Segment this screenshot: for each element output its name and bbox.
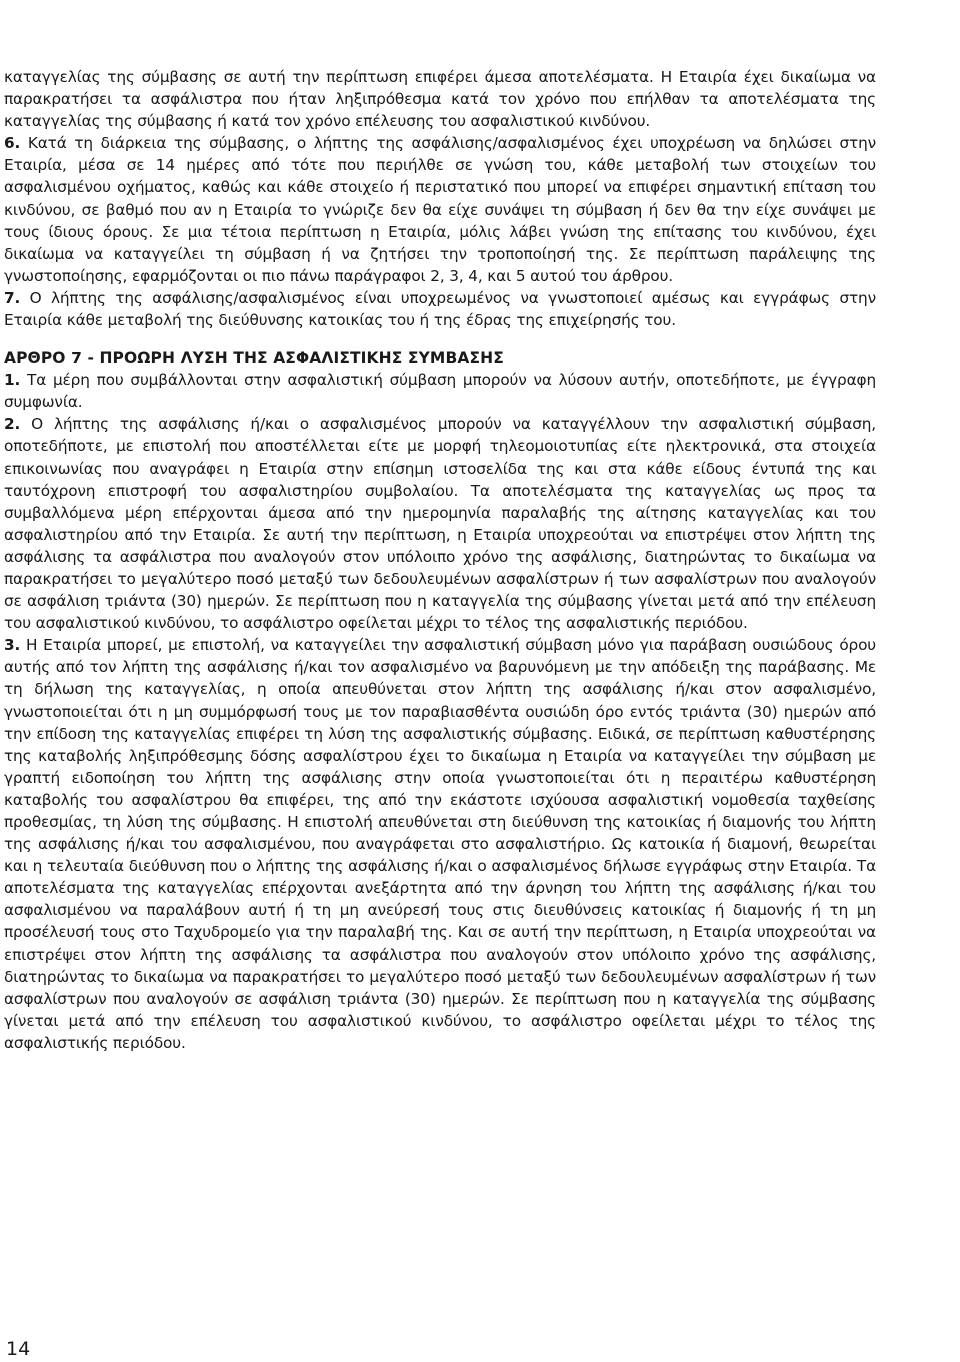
item-text: Τα μέρη που συμβάλλονται στην ασφαλιστική σύμβαση μπορούν να λύσουν αυτήν, οποτεδήποτε, με έγγραφη συμφωνία.	[4, 371, 876, 412]
article7-item-1	[4, 369, 876, 413]
item-number: 3.	[4, 636, 21, 655]
article7-item-3	[4, 634, 876, 1054]
item-text: Ο λήπτης της ασφάλισης/ασφαλισμένος είναι υποχρεωμένος να γνωστοποιεί αμέσως και εγγράφως στην Εταιρία κάθε μεταβολή της διεύθυνσης κατοικίας του ή της έδρας της επιχείρησής του.	[4, 288, 876, 330]
item-number: 1.	[4, 371, 21, 390]
article6-item-6	[4, 132, 876, 287]
item-number: 7.	[4, 288, 21, 307]
item-number: 2.	[4, 415, 21, 434]
page-number: 14	[6, 1338, 31, 1360]
article6-continuation: καταγγελίας της σύμβασης σε αυτή την περίπτωση επιφέρει άμεσα αποτελέσματα. Η Εταιρία έχει δικαίωμα να παρακρατήσει τα ασφάλιστρα που ήταν ληξιπρόθεσμα κατά τον χρόνο που επήλθαν τα αποτελέσματα της καταγγελίας της σύμβασης ή κατά τον χρόνο επέλευσης του ασφαλιστικού κινδύνου.	[4, 68, 876, 131]
article7-item-2	[4, 413, 876, 634]
article7-heading: ΑΡΘΡΟ 7 - ΠΡΟΩΡΗ ΛΥΣΗ ΤΗΣ ΑΣΦΑΛΙΣΤΙΚΗΣ ΣΥΜΒΑΣΗΣ	[4, 349, 504, 368]
article6-item-7	[4, 287, 876, 331]
document-body	[4, 66, 876, 1054]
item-text: Η Εταιρία μπορεί, με επιστολή, να καταγγείλει την ασφαλιστική σύμβαση μόνο για παράβαση ουσιώδους όρου αυτής από τον λήπτη της ασφάλισης ή/και τον ασφαλισμένο να βαρυνόμενη με την απόδειξη της παράβασης. Με τη δήλωση της καταγγελίας, η οποία απευθύνεται στον λήπτη της ασφάλισης ή/και στον ασφαλισμένο, γνωστοποιείται ότι η μη συμμόρφωσή τους με τον παραβιασθέντα ουσιώδη όρο εντός τριάντα (30) ημερών από την επίδοση της καταγγελίας επιφέρει τη λύση της ασφαλιστικής σύμβασης. Ειδικά, σε περίπτωση καθυστέρησης της καταβολής ληξιπρόθεσμης δόσης ασφαλίστρου έχει το δικαίωμα η Εταιρία να καταγγείλει την σύμβαση με γραπτή ειδοποίηση του λήπτη της ασφάλισης στην οποία γνωστοποιείται ότι η περαιτέρω καθυστέρηση καταβολής του ασφαλίστρου θα επιφέρει, της από την εκάστοτε ισχύουσα ασφαλιστική νομοθεσία ταχθείσης προθεσμίας, τη λύση της σύμβασης. Η επιστολή απευθύνεται στη διεύθυνση της κατοικίας ή διαμονής του λήπτη της ασφάλισης ή/και του ασφαλισμένου, που αναγράφεται στο ασφαλιστήριο. Ως κατοικία ή διαμονή, θεωρείται και η τελευταία διεύθυνση που ο λήπτης της ασφάλισης ή/και ο ασφαλισμένος δήλωσε εγγράφως στην Εταιρία. Τα αποτελέσματα της καταγγελίας επέρχονται ανεξάρτητα από την άρνηση του λήπτη της ασφάλισης ή/και του ασφαλισμένου να παραλάβουν αυτή ή τη μη ανεύρεσή τους στις διευθύνσεις κατοικίας ή διαμονής ή τη μη προσέλευσή τους στο Ταχυδρομείο για την παραλαβή της. Και σε αυτή την περίπτωση, η Εταιρία υποχρεούται να επιστρέψει στον λήπτη της ασφάλισης τα ασφάλιστρα που αναλογούν στον υπόλοιπο χρόνο της ασφάλισης, διατηρώντας το δικαίωμα να παρακρατήσει το μεγαλύτερο ποσό μεταξύ των δεδουλευμένων ασφαλίστρων ή των ασφαλίστρων που αναλογούν σε ασφάλιση τριάντα (30) ημερών. Σε περίπτωση που η καταγγελία της σύμβασης γίνεται μετά από την επέλευση του ασφαλιστικού κινδύνου, το ασφάλιστρο οφείλεται μέχρι το τέλος της ασφαλιστικής περιόδου.	[4, 636, 877, 1052]
item-number: 6.	[4, 134, 21, 153]
item-text: Κατά τη διάρκεια της σύμβασης, ο λήπτης της ασφάλισης/ασφαλισμένος έχει υποχρέωση να δηλώσει στην Εταιρία, μέσα σε 14 ημέρες από τότε που περιήλθε σε γνώση του, κάθε μεταβολή των στοιχείων του ασφαλισμένου οχήματος, καθώς και κάθε στοιχείο ή περιστατικό που μπορεί να επιφέρει σημαντική επίταση του κινδύνου, σε βαθμό που αν η Εταιρία το γνώριζε δεν θα είχε συνάψει τη σύμβαση ή δεν θα την είχε συνάψει με τους ίδιους όρους. Σε μια τέτοια περίπτωση η Εταιρία, μόλις λάβει γνώση της επίτασης του κινδύνου, έχει δικαίωμα να καταγγείλει τη σύμβαση ή να ζητήσει την τροποποίησή της. Σε περίπτωση παράλειψης της γνωστοποίησης, εφαρμόζονται οι πιο πάνω παράγραφοι 2, 3, 4, και 5 αυτού του άρθρου.	[4, 134, 877, 285]
item-text: Ο λήπτης της ασφάλισης ή/και ο ασφαλισμένος μπορούν να καταγγέλλουν την ασφαλιστική σύμβαση, οποτεδήποτε, με επιστολή που αποστέλλεται είτε με μορφή τηλεομοιοτυπίας είτε ηλεκτρονικά, στα στοιχεία επικοινωνίας που αναγράφει η Εταιρία στην επίσημη ιστοσελίδα της και στα κάθε είδους έντυπά της και ταυτόχρονη επιστροφή του ασφαλιστηρίου συμβολαίου. Τα αποτελέσματα της καταγγελίας ως προς τα συμβαλλόμενα μέρη επέρχονται άμεσα από την ημερομηνία παραλαβής της αίτησης καταγγελίας και του ασφαλιστηρίου από την Εταιρία. Σε αυτή την περίπτωση, η Εταιρία υποχρεούται να επιστρέψει στον λήπτη της ασφάλισης τα ασφάλιστρα που αναλογούν στον υπόλοιπο χρόνο της ασφάλισης, διατηρώντας το δικαίωμα να παρακρατήσει το μεγαλύτερο ποσό μεταξύ των δεδουλευμένων ασφαλίστρων ή των ασφαλίστρων που αναλογούν σε ασφάλιση τριάντα (30) ημερών. Σε περίπτωση που η καταγγελία της σύμβασης γίνεται μετά από την επέλευση του ασφαλιστικού κινδύνου, το ασφάλιστρο οφείλεται μέχρι το τέλος της ασφαλιστικής περιόδου.	[4, 415, 877, 633]
